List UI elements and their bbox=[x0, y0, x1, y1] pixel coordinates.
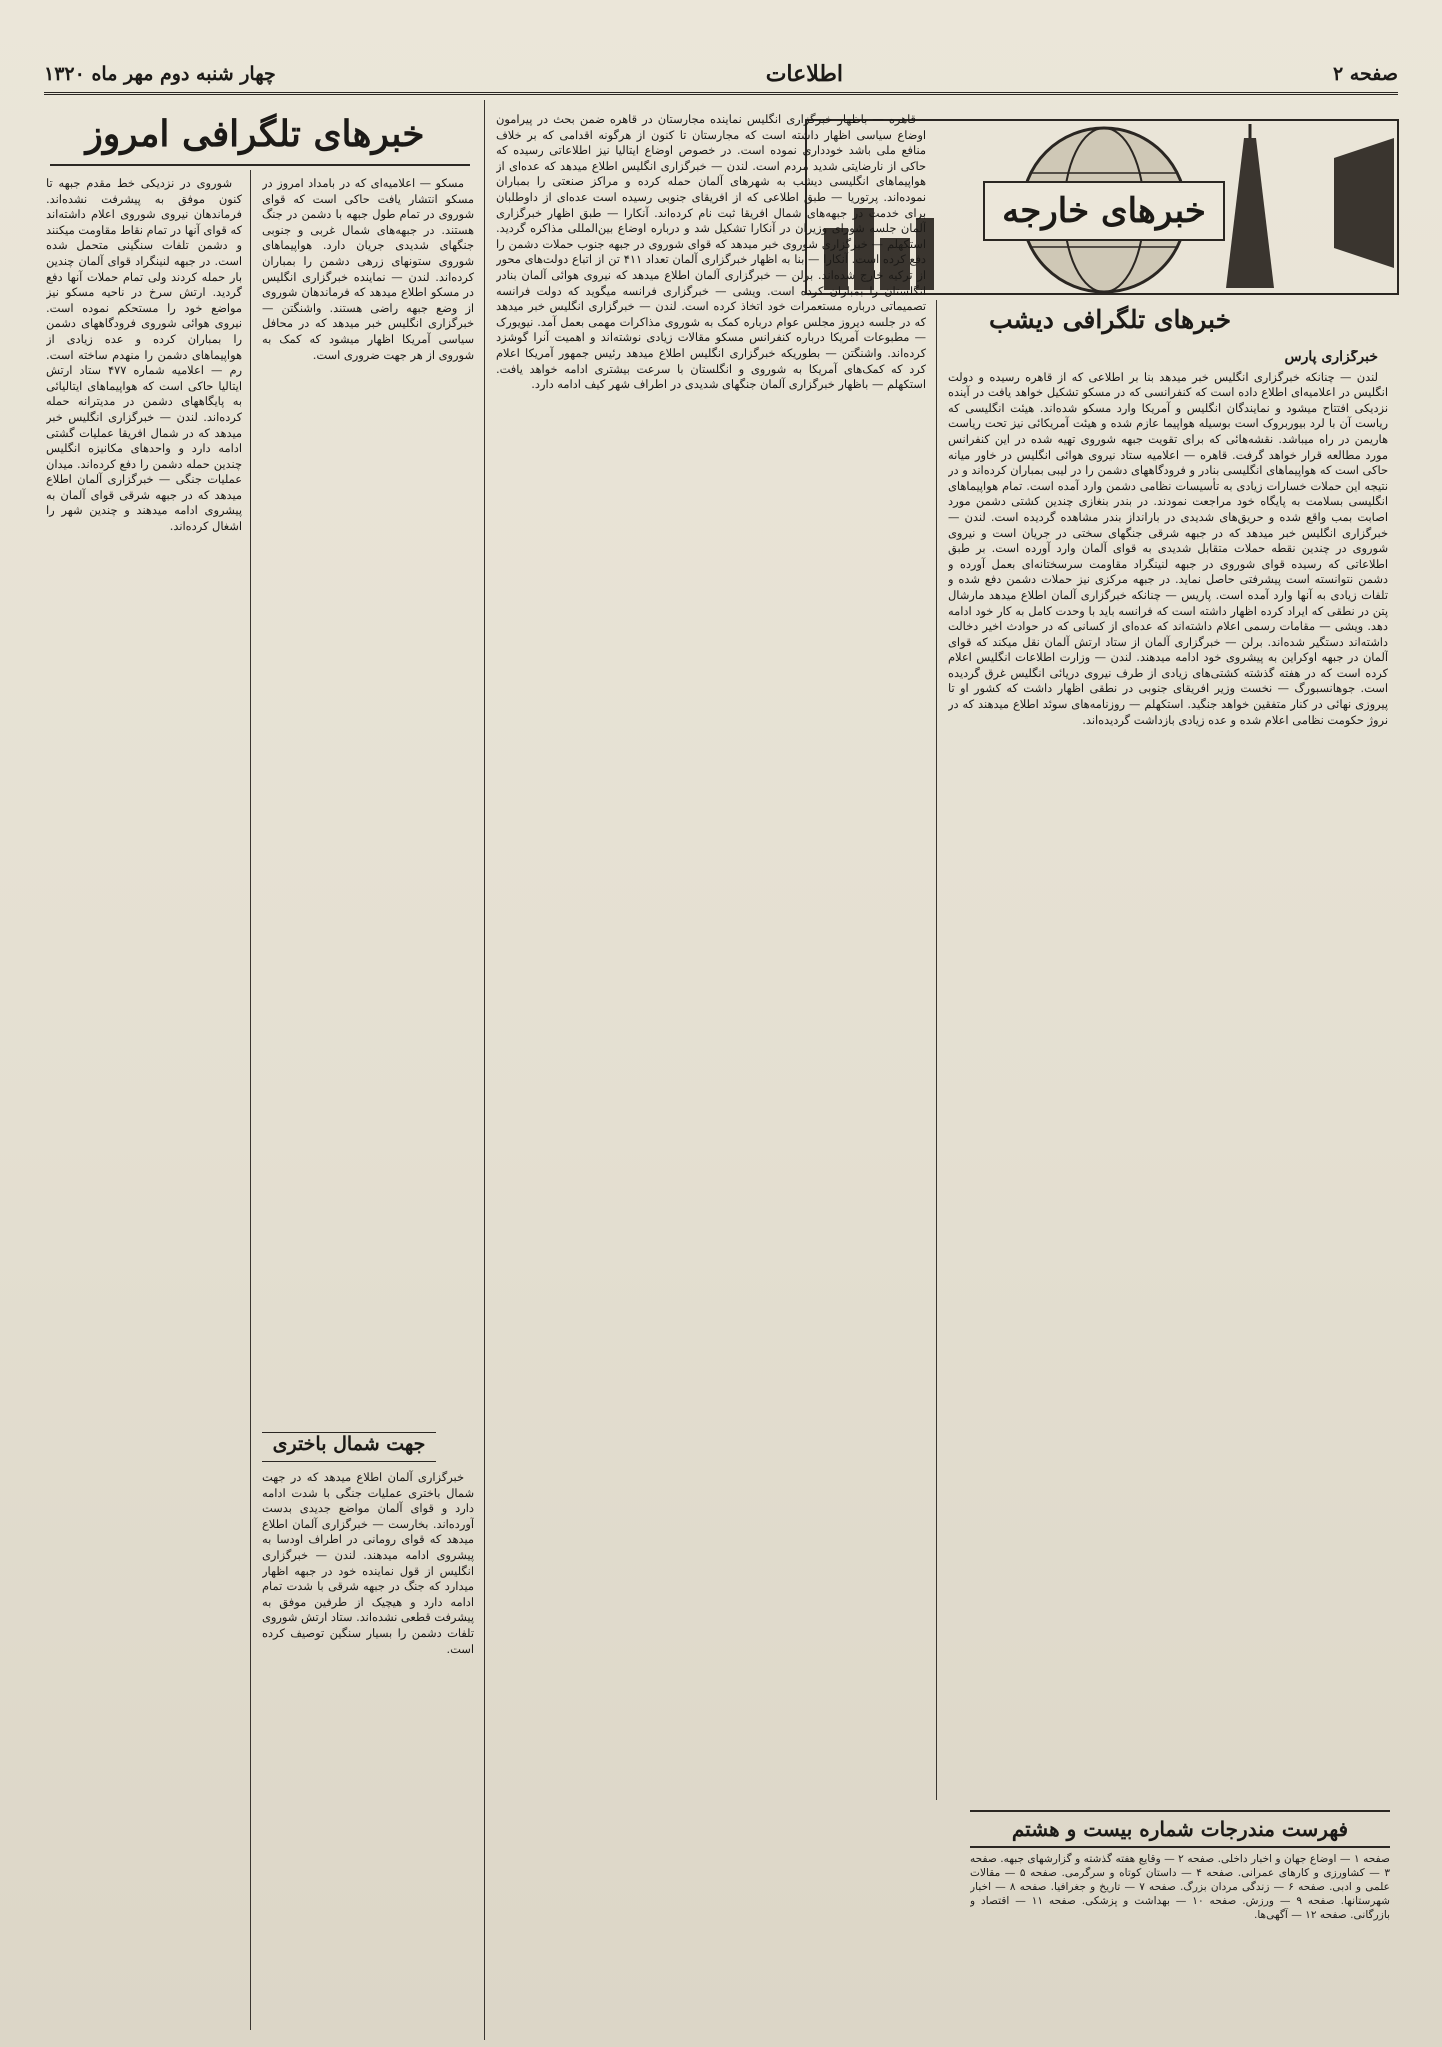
northwest-body: خبرگزاری آلمان اطلاع میدهد که در جهت شمال باختری عملیات جنگی با شدت ادامه دارد و قوای آلمان مواضع جدیدی بدست آورده‌اند. بخارست — خبرگزاری آلمان اطلاع میدهد که قوای رومانی در اطراف اودسا به پیشروی ادامه میدهند. لندن — خبرگزاری انگلیس از قول نماینده خود در جبهه اظهار میدارد که جنگ در جبهه شرقی با شدت تمام ادامه دارد و هیچیک از طرفین موفق به پیشرفت قطعی نشده‌اند. ستاد ارتش شوروی تلفات دشمن را بسیار سنگین توصیف کرده است. bbox=[262, 1470, 474, 1656]
left-outer-body: شوروی در نزدیکی خط مقدم جبهه تا کنون موفق به پیشرفت نشده‌اند. فرماندهان نیروی شوروی اعلام داشته‌اند که قوای آنها در تمام نقاط مقاومت میکنند و دشمن تلفات سنگینی متحمل شده است. در جبهه لنینگراد قوای آلمان چندین بار حمله کردند ولی تمام حملات آنها دفع گردید. ارتش سرخ در ناحیه مسکو نیز مواضع خود را مستحکم نموده است. نیروی هوائی شوروی فرودگاههای دشمن را بمباران کرده و عده زیادی از هواپیماهای دشمن را منهدم ساخته است. رم — اعلامیه شماره ۴۷۷ ستاد ارتش ایتالیا حاکی است که هواپیماهای ایتالیائی به پایگاههای دشمن در مدیترانه حمله کرده‌اند. لندن — خبرگزاری انگلیس خبر میدهد که در شمال افریقا عملیات گشتی ادامه دارد و واحدهای مکانیزه انگلیس چندین حمله دشمن را دفع کرده‌اند. میدان عملیات جنگی — خبرگزاری آلمان اطلاع میدهد که در جبهه شرقی قوای آلمان به پیشروی ادامه میدهند و چندین شهر را اشغال کرده‌اند. bbox=[46, 176, 242, 534]
left-news-column-inner bbox=[262, 176, 474, 1422]
northwest-section-body bbox=[262, 1470, 474, 2030]
left-news-column-outer bbox=[46, 176, 242, 2030]
page-header bbox=[44, 56, 1398, 95]
headline-rule bbox=[50, 164, 470, 166]
contents-index-title: فهرست مندرجات شماره بیست و هشتم bbox=[970, 1810, 1390, 1848]
column-divider bbox=[484, 100, 485, 2040]
headline-last-night: خبرهای تلگرافی دیشب bbox=[988, 305, 1232, 334]
left-inner-body: مسکو — اعلامیه‌ای که در بامداد امروز در مسکو انتشار یافت حاکی است که قوای شوروی در تمام طول جبهه با دشمن در جنگ هستند. در جبهه‌های شمال غربی و جنوبی جنگهای شدیدی جریان دارد. هواپیماهای شوروی ستونهای زرهی دشمن را بمباران کرده‌اند. لندن — نماینده خبرگزاری انگلیس در مسکو اطلاع میدهد که فرماندهان شوروی از وضع جبهه راضی هستند. واشنگتن — خبرگزاری انگلیس خبر میدهد که در محافل سیاسی آمریکا اظهار میشود که کمک به شوروی از هر جهت ضروری است. bbox=[262, 176, 474, 362]
middle-news-body: قاهره — باظهار خبرگزاری انگلیس نماینده مجارستان در قاهره ضمن بحث در پیرامون اوضاع سیاسی اظهار داشته است که مجارستان تا کنون از هرگونه اقدامی که بر خلاف منافع ملی باشد خودداری نموده است. در خصوص اوضاع ایتالیا نیز اطلاعاتی رسیده که حاکی از نارضایتی شدید مردم است. لندن — خبرگزاری انگلیس اطلاع میدهد که عده‌ای از هواپیماهای انگلیسی دیشب به شهرهای آلمان حمله کرده و مراکز صنعتی را بمباران نموده‌اند. پرتوریا — طبق اطلاعی که از افریقای جنوبی رسیده است عده‌ای از داوطلبان برای خدمت در جبهه‌های شمال افریقا ثبت نام کرده‌اند. آنکارا — طبق اظهار خبرگزاری آلمان جلسه شورای وزیران در آنکارا تشکیل شد و درباره اوضاع بین‌المللی مذاکره گردید. استکهلم — خبرگزاری شوروی خبر میدهد که قوای شوروی در جبهه جنوب حملات دشمن را دفع کرده است. آنکارا — بنا به اظهار خبرگزاری آلمان تعداد ۴۱۱ تن از اتباع دولت‌های محور از ترکیه خارج شده‌اند. برلن — خبرگزاری آلمان اطلاع میدهد که نیروی هوائی آلمان بنادر انگلستان را بمباران کرده است. ویشی — خبرگزاری فرانسه میگوید که دولت فرانسه تصمیماتی درباره مستعمرات خود اتخاذ کرده است. لندن — خبرگزاری انگلیس خبر میدهد که در جلسه دیروز مجلس عوام درباره کمک به شوروی مذاکرات مهمی بعمل آمد. نیویورک — مطبوعات آمریکا درباره کنفرانس مسکو مقالات زیادی نوشته‌اند و اهمیت آنرا گوشزد کرده‌اند. واشنگتن — بطوریکه خبرگزاری انگلیس اطلاع میدهد رئیس جمهور آمریکا اعلام کرد که کمک‌های آمریکا به شوروی و انگلستان با سرعت بیشتری ادامه خواهد یافت. استکهلم — باظهار خبرگزاری آلمان جنگهای شدیدی در اطراف شهر کیف ادامه دارد. bbox=[496, 112, 926, 392]
news-agency-label: خبرگزاری پارس bbox=[1284, 350, 1378, 365]
right-news-body: لندن — چنانکه خبرگزاری انگلیس خبر میدهد بنا بر اطلاعی که از قاهره رسیده و دولت انگلیس در اعلامیه‌ای اطلاع داده است که کنفرانسی که در مسکو تشکیل خواهد یافت در آینده نزدیکی افتتاح میشود و نمایندگان انگلیس و آمریکا وارد مسکو شده‌اند. هیئت انگلیسی که ریاست آن با لرد بیوربروک است بوسیله هواپیما عازم شده و هیئت آمریکائی نیز تحت ریاست هاریمن در راه میباشد. نقشه‌هائی که برای تقویت جبهه شوروی تهیه شده در این کنفرانس مورد مطالعه قرار خواهد گرفت. قاهره — اعلامیه ستاد نیروی هوائی انگلیس در خاور میانه حاکی است که هواپیماهای انگلیسی بنادر و فرودگاههای دشمن را در لیبی بمباران کرده‌اند و در نتیجه این حملات خسارات زیادی به تأسیسات نظامی دشمن وارد آمده است. تمام هواپیماهای انگلیسی بسلامت به پایگاه خود مراجعت نمودند. در بندر بنغازی چندین کشتی دشمن مورد اصابت بمب واقع شده و حریق‌های شدیدی در بارانداز بندر مشاهده گردیده است. لندن — خبرگزاری انگلیس خبر میدهد که در جبهه شرقی جنگهای سختی در جریان است و نیروی شوروی در چندین نقطه حملات متقابل شدیدی به قوای آلمان وارد آورده است. بر طبق اطلاعاتی که رسیده قوای شوروی در جبهه لنینگراد مقاومت سرسختانه‌ای بعمل آورده و دشمن نتوانسته است پیشرفتی حاصل نماید. در جبهه مرکزی نیز حملات دشمن دفع شده و تلفات زیادی به آنها وارد آمده است. پاریس — چنانکه خبرگزاری آلمان اطلاع میدهد مارشال پتن در نطقی که ایراد کرده اظهار داشته است که فرانسه باید با وحدت کامل به کار خود ادامه دهد. ویشی — مقامات رسمی اعلام داشته‌اند که عده‌ای از کسانی که در حوادث اخیر دخالت داشته‌اند دستگیر شده‌اند. برلن — خبرگزاری آلمان از ستاد ارتش آلمان نقل میکند که قوای آلمان در جبهه اوکراین به پیشروی خود ادامه میدهند. لندن — وزارت اطلاعات انگلیس اعلام کرده است که در هفته گذشته کشتی‌های زیادی از طرف نیروی دریائی انگلیس غرق گردیده است. جوهانسبورگ — نخست وزیر افریقای جنوبی در نطقی اظهار داشت که کشور او تا پیروزی نهائی در کنار متفقین خواهد جنگید. استکهلم — روزنامه‌های سوئد اطلاع میدهند که در نروژ حکومت نظامی اعلام شده و عده زیادی بازداشت گردیده‌اند. bbox=[948, 369, 1388, 727]
column-divider bbox=[936, 300, 937, 1800]
paper-name: اطلاعات bbox=[765, 61, 843, 87]
column-divider bbox=[250, 170, 251, 2030]
headline-today: خبرهای تلگرافی امروز bbox=[85, 113, 425, 155]
radio-tower-icon bbox=[1226, 124, 1274, 288]
issue-date: چهار شنبه دوم مهر ماه ۱۳۲۰ bbox=[44, 63, 276, 85]
right-news-column bbox=[948, 350, 1388, 1800]
banner-title: خبرهای خارجه bbox=[1002, 191, 1206, 231]
page-number: صفحه ۲ bbox=[1332, 63, 1398, 85]
middle-news-column bbox=[496, 112, 926, 2022]
northwest-section-title: جهت شمال باختری bbox=[262, 1432, 436, 1462]
megaphone-icon bbox=[1334, 138, 1394, 268]
contents-index-body: صفحه ۱ — اوضاع جهان و اخبار داخلی. صفحه ۲ — وقایع هفته گذشته و گزارشهای جبهه. صفحه ۳ — کشاورزی و کارهای عمرانی. صفحه ۴ — داستان کوتاه و سرگرمی. صفحه ۵ — مقالات علمی و ادبی. صفحه ۶ — زندگی مردان بزرگ. صفحه ۷ — تاریخ و جغرافیا. صفحه ۸ — اخبار شهرستانها. صفحه ۹ — ورزش. صفحه ۱۰ — بهداشت و پزشکی. صفحه ۱۱ — اقتصاد و بازرگانی. صفحه ۱۲ — آگهی‌ها. bbox=[970, 1853, 1390, 1921]
